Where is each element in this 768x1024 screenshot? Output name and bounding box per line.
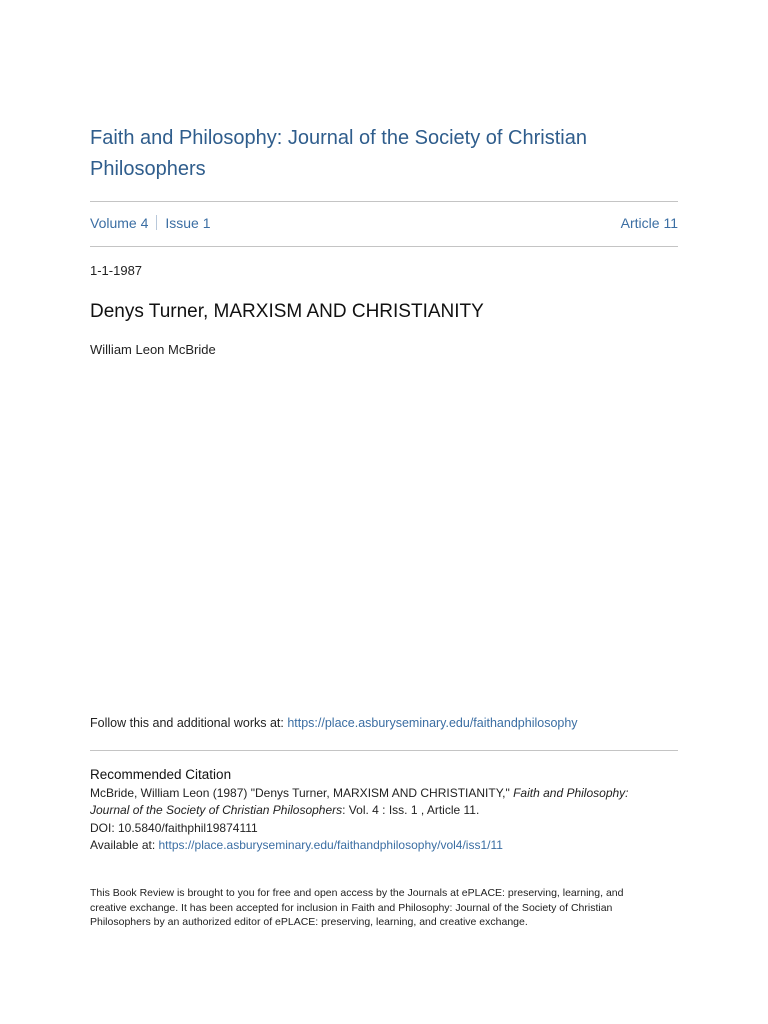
follow-works-line <box>90 714 578 732</box>
citation-author-title: McBride, William Leon (1987) "Denys Turner, MARXISM AND CHRISTIANITY," <box>90 786 514 800</box>
publication-date: 1-1-1987 <box>90 263 143 278</box>
issue-link[interactable]: Issue 1 <box>165 215 211 231</box>
follow-works-label: Follow this and additional works at: <box>90 716 288 730</box>
citation-journal-part1: Faith and Philosophy: <box>513 786 629 800</box>
journal-title-line1[interactable]: Faith and Philosophy: Journal of the Society of Christian <box>90 127 587 149</box>
issue-navigation <box>90 212 678 234</box>
citation-line-2 <box>90 802 670 819</box>
top-divider <box>90 201 678 202</box>
header-bottom-divider <box>90 246 678 247</box>
citation-divider <box>90 750 678 751</box>
volume-link[interactable]: Volume 4 <box>90 215 149 231</box>
access-notice-line-2: creative exchange. It has been accepted for inclusion in Faith and Philosophy: Journal of the Society of Christian <box>90 901 613 914</box>
citation-volume-issue: : Vol. 4 : Iss. 1 , Article 11. <box>342 803 480 818</box>
recommended-citation-heading: Recommended Citation <box>90 767 232 782</box>
access-notice <box>90 886 670 930</box>
journal-title-link[interactable] <box>90 123 650 185</box>
citation-doi: DOI: 10.5840/faithphil19874111 <box>90 820 258 835</box>
citation-available-link[interactable]: https://place.asburyseminary.edu/faithandphilosophy/vol4/iss1/11 <box>158 837 503 852</box>
access-notice-line-1: This Book Review is brought to you for free and open access by the Journals at ePLACE: preserving, learning, and <box>90 887 624 899</box>
access-notice-line-3: Philosophers by an authorized editor of ePLACE: preserving, learning, and creative exchange. <box>90 916 528 929</box>
citation-journal-part2: Journal of the Society of Christian Philosophers <box>90 803 343 818</box>
citation-line-1 <box>90 785 670 802</box>
follow-works-link[interactable]: https://place.asburyseminary.edu/faithandphilosophy <box>287 716 578 730</box>
issue-separator <box>156 215 157 230</box>
journal-title-line2[interactable]: Philosophers <box>90 158 206 180</box>
article-number-link[interactable]: Article 11 <box>620 215 678 231</box>
citation-block <box>90 785 670 854</box>
article-author: William Leon McBride <box>90 342 216 357</box>
citation-available-label: Available at: <box>90 837 159 852</box>
article-title: Denys Turner, MARXISM AND CHRISTIANITY <box>90 301 484 322</box>
citation-available-line <box>90 837 670 854</box>
